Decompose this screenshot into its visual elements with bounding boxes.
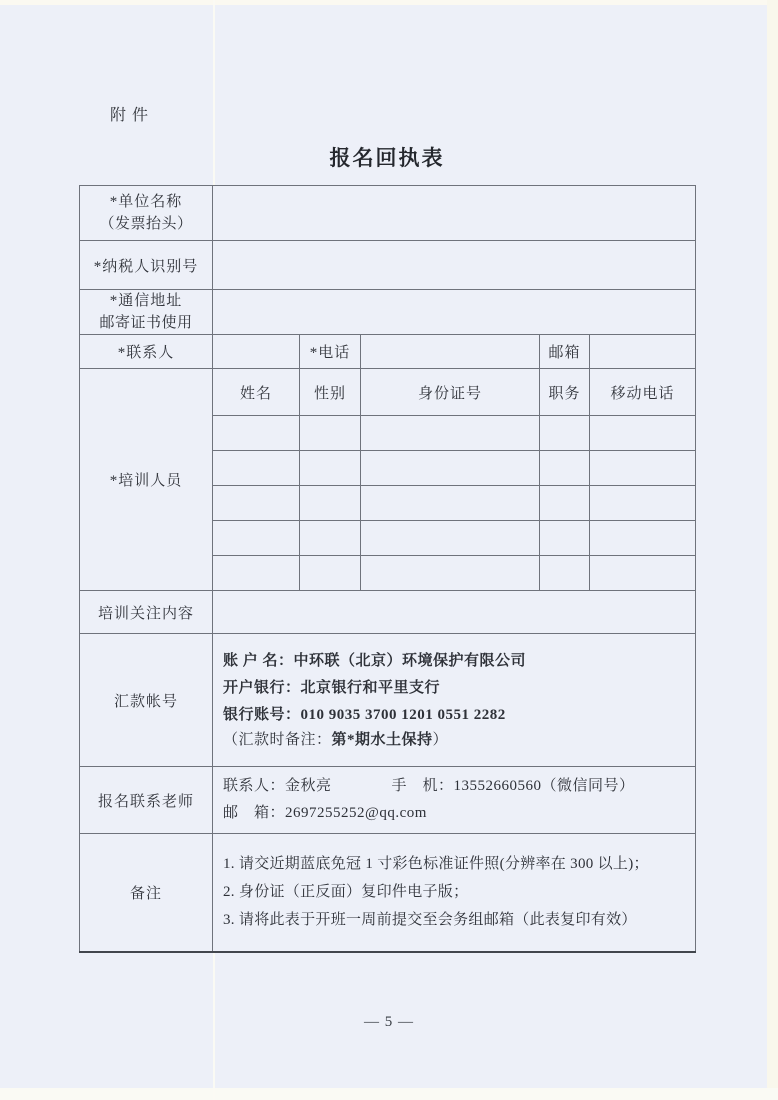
trainees-label: *培训人员 bbox=[80, 369, 213, 591]
contact-name-blank-cell bbox=[213, 335, 300, 369]
table-row bbox=[80, 834, 696, 952]
trainee-cell bbox=[213, 451, 300, 486]
trainee-cell bbox=[213, 486, 300, 521]
remark-item-1: 1. 请交近期蓝底免冠 1 寸彩色标准证件照(分辨率在 300 以上)； bbox=[223, 856, 649, 873]
remarks-cell bbox=[213, 834, 696, 952]
table-row bbox=[80, 241, 696, 290]
phone-blank-cell bbox=[361, 335, 540, 369]
trainee-cell bbox=[300, 416, 361, 451]
registration-contact-name: 联系人：金秋亮 bbox=[223, 778, 332, 794]
trainee-cell bbox=[540, 556, 590, 591]
phone-label: *电话 bbox=[300, 335, 361, 369]
page-number: — 5 — bbox=[364, 1014, 414, 1030]
trainee-cell bbox=[213, 521, 300, 556]
remittance-note-course: 第*期水土保持 bbox=[331, 732, 433, 748]
table-row bbox=[80, 634, 696, 767]
email-label: 邮箱 bbox=[540, 335, 590, 369]
taxpayer-id-label: *纳税人识别号 bbox=[80, 241, 213, 290]
trainee-col-id-number: 身份证号 bbox=[361, 369, 540, 416]
registration-contact-label: 报名联系老师 bbox=[80, 767, 213, 834]
remarks-label: 备注 bbox=[80, 834, 213, 952]
taxpayer-id-blank-cell bbox=[213, 241, 696, 290]
remark-item-3: 3. 请将此表于开班一周前提交至会务组邮箱（此表复印有效） bbox=[223, 912, 637, 929]
trainee-cell bbox=[300, 521, 361, 556]
unit-name-label bbox=[80, 186, 213, 241]
remittance-details-cell bbox=[213, 634, 696, 767]
trainee-cell bbox=[361, 451, 540, 486]
trainee-cell bbox=[361, 486, 540, 521]
remark-item-2: 2. 身份证（正反面）复印件电子版； bbox=[223, 884, 469, 901]
address-label-line2: 邮寄证书使用 bbox=[99, 315, 193, 331]
trainee-cell bbox=[213, 416, 300, 451]
registration-contact-mobile: 手 机：13552660560（微信同号） bbox=[391, 778, 635, 794]
remittance-note bbox=[223, 729, 687, 752]
registration-contact-cell bbox=[213, 767, 696, 834]
trainee-cell bbox=[590, 416, 696, 451]
training-focus-blank-cell bbox=[213, 591, 696, 634]
attachment-label: 附件 bbox=[110, 107, 155, 124]
trainee-cell bbox=[590, 521, 696, 556]
address-label-line1: *通信地址 bbox=[109, 293, 183, 309]
remittance-account-number: 银行账号：010 9035 3700 1201 0551 2282 bbox=[223, 707, 506, 723]
trainee-cell bbox=[213, 556, 300, 591]
trainee-col-position: 职务 bbox=[540, 369, 590, 416]
trainee-col-gender: 性别 bbox=[300, 369, 361, 416]
remittance-account-name: 账 户 名：中环联（北京）环境保护有限公司 bbox=[223, 653, 527, 669]
trainee-cell bbox=[300, 486, 361, 521]
table-row bbox=[80, 335, 696, 369]
trainee-cell bbox=[300, 451, 361, 486]
registration-contact-email: 邮 箱：2697255252@qq.com bbox=[223, 805, 427, 821]
address-blank-cell bbox=[213, 290, 696, 335]
trainee-cell bbox=[361, 416, 540, 451]
training-focus-label: 培训关注内容 bbox=[80, 591, 213, 634]
remittance-bank: 开户银行：北京银行和平里支行 bbox=[223, 680, 441, 696]
trainee-cell bbox=[540, 521, 590, 556]
address-label bbox=[80, 290, 213, 335]
scan-edge-top bbox=[0, 0, 778, 5]
registration-contact-line1 bbox=[223, 773, 687, 800]
remittance-label: 汇款帐号 bbox=[80, 634, 213, 767]
table-row bbox=[80, 767, 696, 834]
table-row bbox=[80, 591, 696, 634]
remittance-note-prefix: （汇款时备注： bbox=[223, 732, 332, 748]
trainee-cell bbox=[361, 556, 540, 591]
registration-form-table bbox=[79, 185, 696, 953]
contact-label: *联系人 bbox=[80, 335, 213, 369]
trainee-cell bbox=[300, 556, 361, 591]
unit-name-blank-cell bbox=[213, 186, 696, 241]
trainee-cell bbox=[590, 451, 696, 486]
table-row bbox=[80, 186, 696, 241]
trainee-cell bbox=[590, 556, 696, 591]
trainee-col-mobile: 移动电话 bbox=[590, 369, 696, 416]
scan-edge-right bbox=[767, 0, 778, 1100]
trainee-header-row bbox=[80, 369, 696, 416]
unit-name-label-line2: （发票抬头） bbox=[99, 216, 193, 232]
email-blank-cell bbox=[590, 335, 696, 369]
trainee-cell bbox=[540, 451, 590, 486]
page-title: 报名回执表 bbox=[329, 147, 445, 170]
remittance-note-suffix: ） bbox=[432, 732, 449, 748]
trainee-cell bbox=[540, 486, 590, 521]
table-row bbox=[80, 290, 696, 335]
trainee-cell bbox=[361, 521, 540, 556]
trainee-cell bbox=[590, 486, 696, 521]
scan-edge-bottom bbox=[0, 1088, 778, 1100]
unit-name-label-line1: *单位名称 bbox=[109, 194, 183, 210]
trainee-cell bbox=[540, 416, 590, 451]
trainee-col-name: 姓名 bbox=[213, 369, 300, 416]
